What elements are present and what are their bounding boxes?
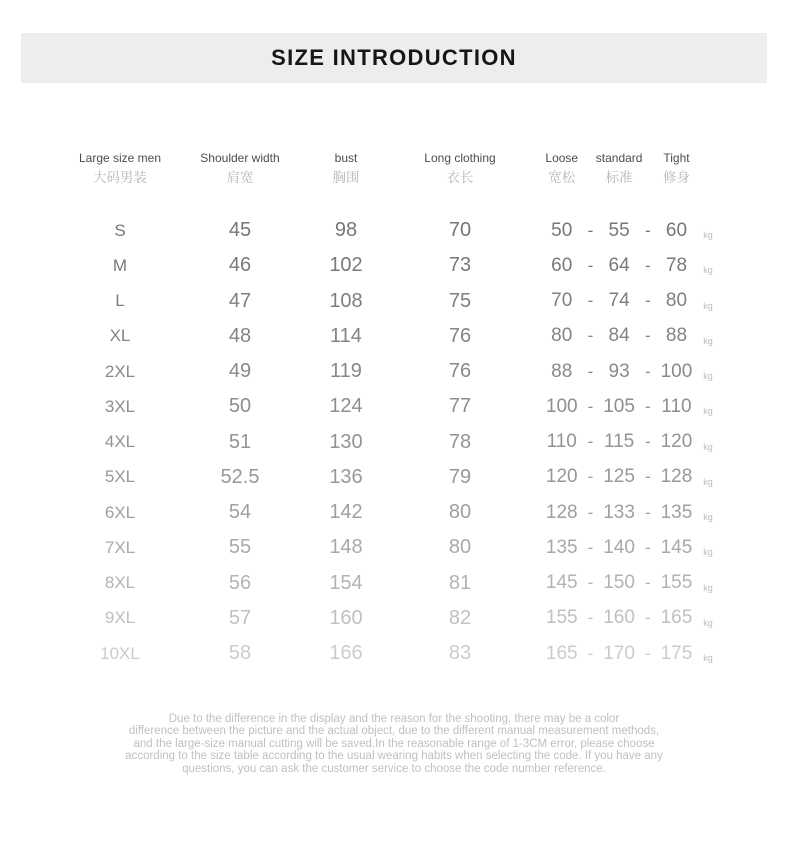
shoulder-width-cell: 55 — [228, 536, 252, 559]
column-header-tight-en: Tight — [663, 151, 690, 165]
dash-separator: - — [644, 467, 651, 487]
size-cell: 9XL — [104, 608, 136, 628]
standard-weight: 55 — [608, 219, 630, 241]
column-header-length-en: Long clothing — [424, 151, 496, 165]
loose-weight: 60 — [551, 254, 573, 276]
shoulder-width-cell: 58 — [228, 642, 252, 665]
dash-separator: - — [644, 432, 651, 452]
column-header-shoulder — [170, 151, 310, 188]
clothing-length-cell: 70 — [448, 219, 472, 242]
table-row — [70, 425, 720, 460]
column-header-bust — [310, 151, 382, 188]
column-header-loose-zh: 宽松 — [548, 170, 576, 185]
loose-weight: 145 — [545, 572, 578, 594]
column-header-size — [70, 151, 170, 188]
bust-cell: 98 — [334, 219, 358, 242]
standard-weight: 64 — [608, 254, 630, 276]
weight-range-cell — [538, 361, 720, 383]
kg-unit: kg — [703, 230, 713, 241]
table-body — [70, 213, 720, 671]
column-header-size-en: Large size men — [78, 151, 162, 165]
loose-weight: 70 — [551, 290, 573, 312]
disclaimer-text — [0, 713, 788, 775]
standard-weight: 115 — [603, 431, 635, 453]
column-header-loose-en: Loose — [545, 151, 579, 165]
loose-weight: 120 — [545, 466, 578, 488]
dash-separator: - — [587, 573, 594, 593]
title-band — [21, 33, 767, 83]
shoulder-width-cell: 46 — [228, 254, 252, 277]
column-header-weight-group — [538, 151, 720, 188]
size-cell: 4XL — [104, 432, 136, 452]
size-cell: 3XL — [104, 396, 136, 416]
bust-cell: 114 — [330, 324, 362, 347]
tight-weight: 78 — [665, 254, 688, 276]
clothing-length-cell: 73 — [448, 254, 472, 277]
standard-weight: 74 — [608, 290, 630, 312]
tight-weight: 145 — [660, 536, 693, 558]
table-row — [70, 530, 720, 565]
bust-cell: 124 — [329, 395, 363, 418]
table-row — [70, 566, 720, 601]
weight-range-cell — [538, 643, 720, 665]
table-header-row — [70, 151, 720, 188]
bust-cell: 160 — [329, 606, 363, 629]
size-cell: 8XL — [104, 573, 136, 593]
dash-separator: - — [587, 502, 594, 522]
kg-unit: kg — [703, 335, 713, 346]
dash-separator: - — [644, 255, 651, 275]
kg-unit: kg — [703, 265, 713, 276]
tight-weight: 80 — [665, 290, 688, 312]
weight-range-cell — [538, 290, 720, 312]
loose-weight: 165 — [545, 642, 578, 664]
column-header-size-zh: 大码男装 — [93, 170, 147, 185]
weight-range-cell — [538, 607, 720, 629]
tight-weight: 88 — [665, 325, 688, 347]
size-cell: XL — [109, 326, 131, 346]
dash-separator: - — [587, 220, 594, 240]
clothing-length-cell: 83 — [448, 642, 472, 665]
weight-range-cell — [538, 431, 720, 453]
size-cell: L — [115, 291, 125, 311]
standard-weight: 93 — [608, 360, 630, 382]
weight-range-cell — [538, 502, 720, 524]
dash-separator: - — [644, 291, 651, 311]
tight-weight: 128 — [660, 466, 693, 488]
standard-weight: 170 — [603, 642, 635, 664]
loose-weight: 128 — [545, 501, 578, 523]
tight-weight: 175 — [660, 642, 693, 664]
tight-weight: 120 — [660, 431, 693, 453]
dash-separator: - — [644, 608, 651, 628]
shoulder-width-cell: 49 — [228, 360, 252, 383]
standard-weight: 105 — [603, 395, 635, 417]
standard-weight: 125 — [603, 466, 635, 488]
kg-unit: kg — [703, 617, 713, 628]
weight-range-cell — [538, 220, 720, 242]
tight-weight: 165 — [660, 607, 693, 629]
standard-weight: 133 — [603, 501, 635, 523]
table-row — [70, 319, 720, 354]
dash-separator: - — [587, 643, 594, 663]
size-cell: 2XL — [104, 361, 136, 381]
column-header-standard — [595, 151, 642, 188]
column-header-bust-zh: 胸围 — [332, 170, 360, 185]
shoulder-width-cell: 45 — [228, 219, 252, 242]
disclaimer-line: difference between the picture and the actual object, due to the different manual measurement methods, — [128, 725, 660, 738]
table-row — [70, 601, 720, 636]
shoulder-width-cell: 47 — [228, 289, 252, 312]
table-row — [70, 495, 720, 530]
kg-unit: kg — [703, 476, 713, 487]
tight-weight: 110 — [661, 395, 692, 417]
kg-unit: kg — [703, 547, 713, 558]
column-header-standard-en: standard — [595, 151, 643, 165]
table-row — [70, 389, 720, 424]
loose-weight: 88 — [551, 360, 573, 382]
clothing-length-cell: 78 — [448, 430, 472, 453]
bust-cell: 108 — [329, 289, 363, 312]
loose-weight: 135 — [545, 536, 578, 558]
tight-weight: 155 — [660, 572, 693, 594]
table-row — [70, 248, 720, 283]
weight-range-cell — [538, 325, 720, 347]
shoulder-width-cell: 51 — [228, 430, 252, 453]
clothing-length-cell: 79 — [448, 465, 472, 488]
dash-separator: - — [587, 467, 594, 487]
column-header-tight — [653, 151, 700, 188]
column-header-tight-zh: 修身 — [662, 170, 690, 185]
dash-separator: - — [587, 432, 594, 452]
loose-weight: 100 — [545, 395, 578, 417]
size-cell: 5XL — [104, 467, 136, 487]
clothing-length-cell: 76 — [448, 324, 472, 347]
clothing-length-cell: 81 — [448, 571, 472, 594]
bust-cell: 130 — [329, 430, 363, 453]
column-header-shoulder-en: Shoulder width — [200, 151, 280, 165]
table-row — [70, 354, 720, 389]
tight-weight: 100 — [660, 360, 693, 382]
shoulder-width-cell: 50 — [228, 395, 252, 418]
disclaimer-line: questions, you can ask the customer service to choose the code number reference. — [182, 762, 606, 775]
kg-unit: kg — [703, 512, 713, 523]
shoulder-width-cell: 57 — [228, 606, 252, 629]
size-cell: M — [112, 255, 128, 275]
clothing-length-cell: 80 — [448, 536, 472, 559]
size-cell: 10XL — [100, 643, 140, 663]
tight-weight: 60 — [665, 219, 688, 241]
loose-weight: 110 — [546, 431, 577, 453]
disclaimer-line: according to the size table according to the usual wearing habits when selecting the code. If you have any — [125, 750, 663, 763]
clothing-length-cell: 80 — [448, 501, 472, 524]
dash-separator: - — [644, 361, 651, 381]
size-cell: 7XL — [104, 537, 136, 557]
kg-unit: kg — [703, 300, 713, 311]
bust-cell: 102 — [329, 254, 363, 277]
dash-separator: - — [587, 537, 594, 557]
table-row — [70, 284, 720, 319]
table-row — [70, 213, 720, 248]
shoulder-width-cell: 54 — [228, 501, 252, 524]
column-header-length-zh: 衣长 — [446, 170, 474, 185]
clothing-length-cell: 76 — [448, 360, 472, 383]
weight-range-cell — [538, 537, 720, 559]
column-header-bust-en: bust — [334, 151, 358, 165]
weight-range-cell — [538, 396, 720, 418]
disclaimer-line: Due to the difference in the display and the reason for the shooting, there may be a color — [168, 713, 620, 725]
bust-cell: 148 — [329, 536, 363, 559]
bust-cell: 154 — [329, 571, 363, 594]
shoulder-width-cell: 56 — [228, 571, 252, 594]
dash-separator: - — [644, 396, 651, 416]
dash-separator: - — [644, 643, 651, 663]
standard-weight: 150 — [603, 572, 635, 594]
dash-separator: - — [587, 396, 594, 416]
tight-weight: 135 — [660, 501, 693, 523]
bust-cell: 119 — [330, 360, 362, 383]
table-row — [70, 636, 720, 671]
dash-separator: - — [644, 220, 651, 240]
clothing-length-cell: 75 — [448, 289, 472, 312]
loose-weight: 155 — [545, 607, 578, 629]
loose-weight: 80 — [551, 325, 573, 347]
weight-range-cell — [538, 572, 720, 594]
shoulder-width-cell: 52.5 — [220, 465, 260, 488]
bust-cell: 142 — [329, 501, 363, 524]
standard-weight: 160 — [603, 607, 635, 629]
table-row — [70, 460, 720, 495]
standard-weight: 84 — [608, 325, 630, 347]
kg-unit: kg — [703, 441, 713, 452]
dash-separator: - — [587, 326, 594, 346]
kg-unit: kg — [703, 371, 713, 382]
standard-weight: 140 — [603, 536, 635, 558]
loose-weight: 50 — [551, 219, 573, 241]
kg-unit: kg — [703, 653, 713, 664]
dash-separator: - — [587, 291, 594, 311]
bust-cell: 166 — [329, 642, 363, 665]
column-header-length — [382, 151, 538, 188]
dash-separator: - — [644, 573, 651, 593]
shoulder-width-cell: 48 — [228, 324, 252, 347]
dash-separator: - — [587, 361, 594, 381]
clothing-length-cell: 77 — [448, 395, 472, 418]
page-title: SIZE INTRODUCTION — [271, 45, 517, 70]
kg-unit: kg — [703, 406, 713, 417]
column-header-loose — [538, 151, 585, 188]
weight-range-cell — [538, 466, 720, 488]
dash-separator: - — [587, 255, 594, 275]
kg-unit: kg — [703, 582, 713, 593]
dash-separator: - — [644, 502, 651, 522]
dash-separator: - — [644, 326, 651, 346]
column-header-shoulder-zh: 肩宽 — [226, 170, 254, 185]
dash-separator: - — [587, 608, 594, 628]
dash-separator: - — [644, 537, 651, 557]
column-header-standard-zh: 标准 — [605, 170, 633, 185]
disclaimer-line: and the large-size manual cutting will be saved.In the reasonable range of 1-3CM error, please choose — [133, 737, 655, 750]
clothing-length-cell: 82 — [448, 606, 472, 629]
size-cell: S — [114, 220, 126, 240]
bust-cell: 136 — [329, 465, 363, 488]
size-cell: 6XL — [104, 502, 136, 522]
weight-range-cell — [538, 255, 720, 277]
